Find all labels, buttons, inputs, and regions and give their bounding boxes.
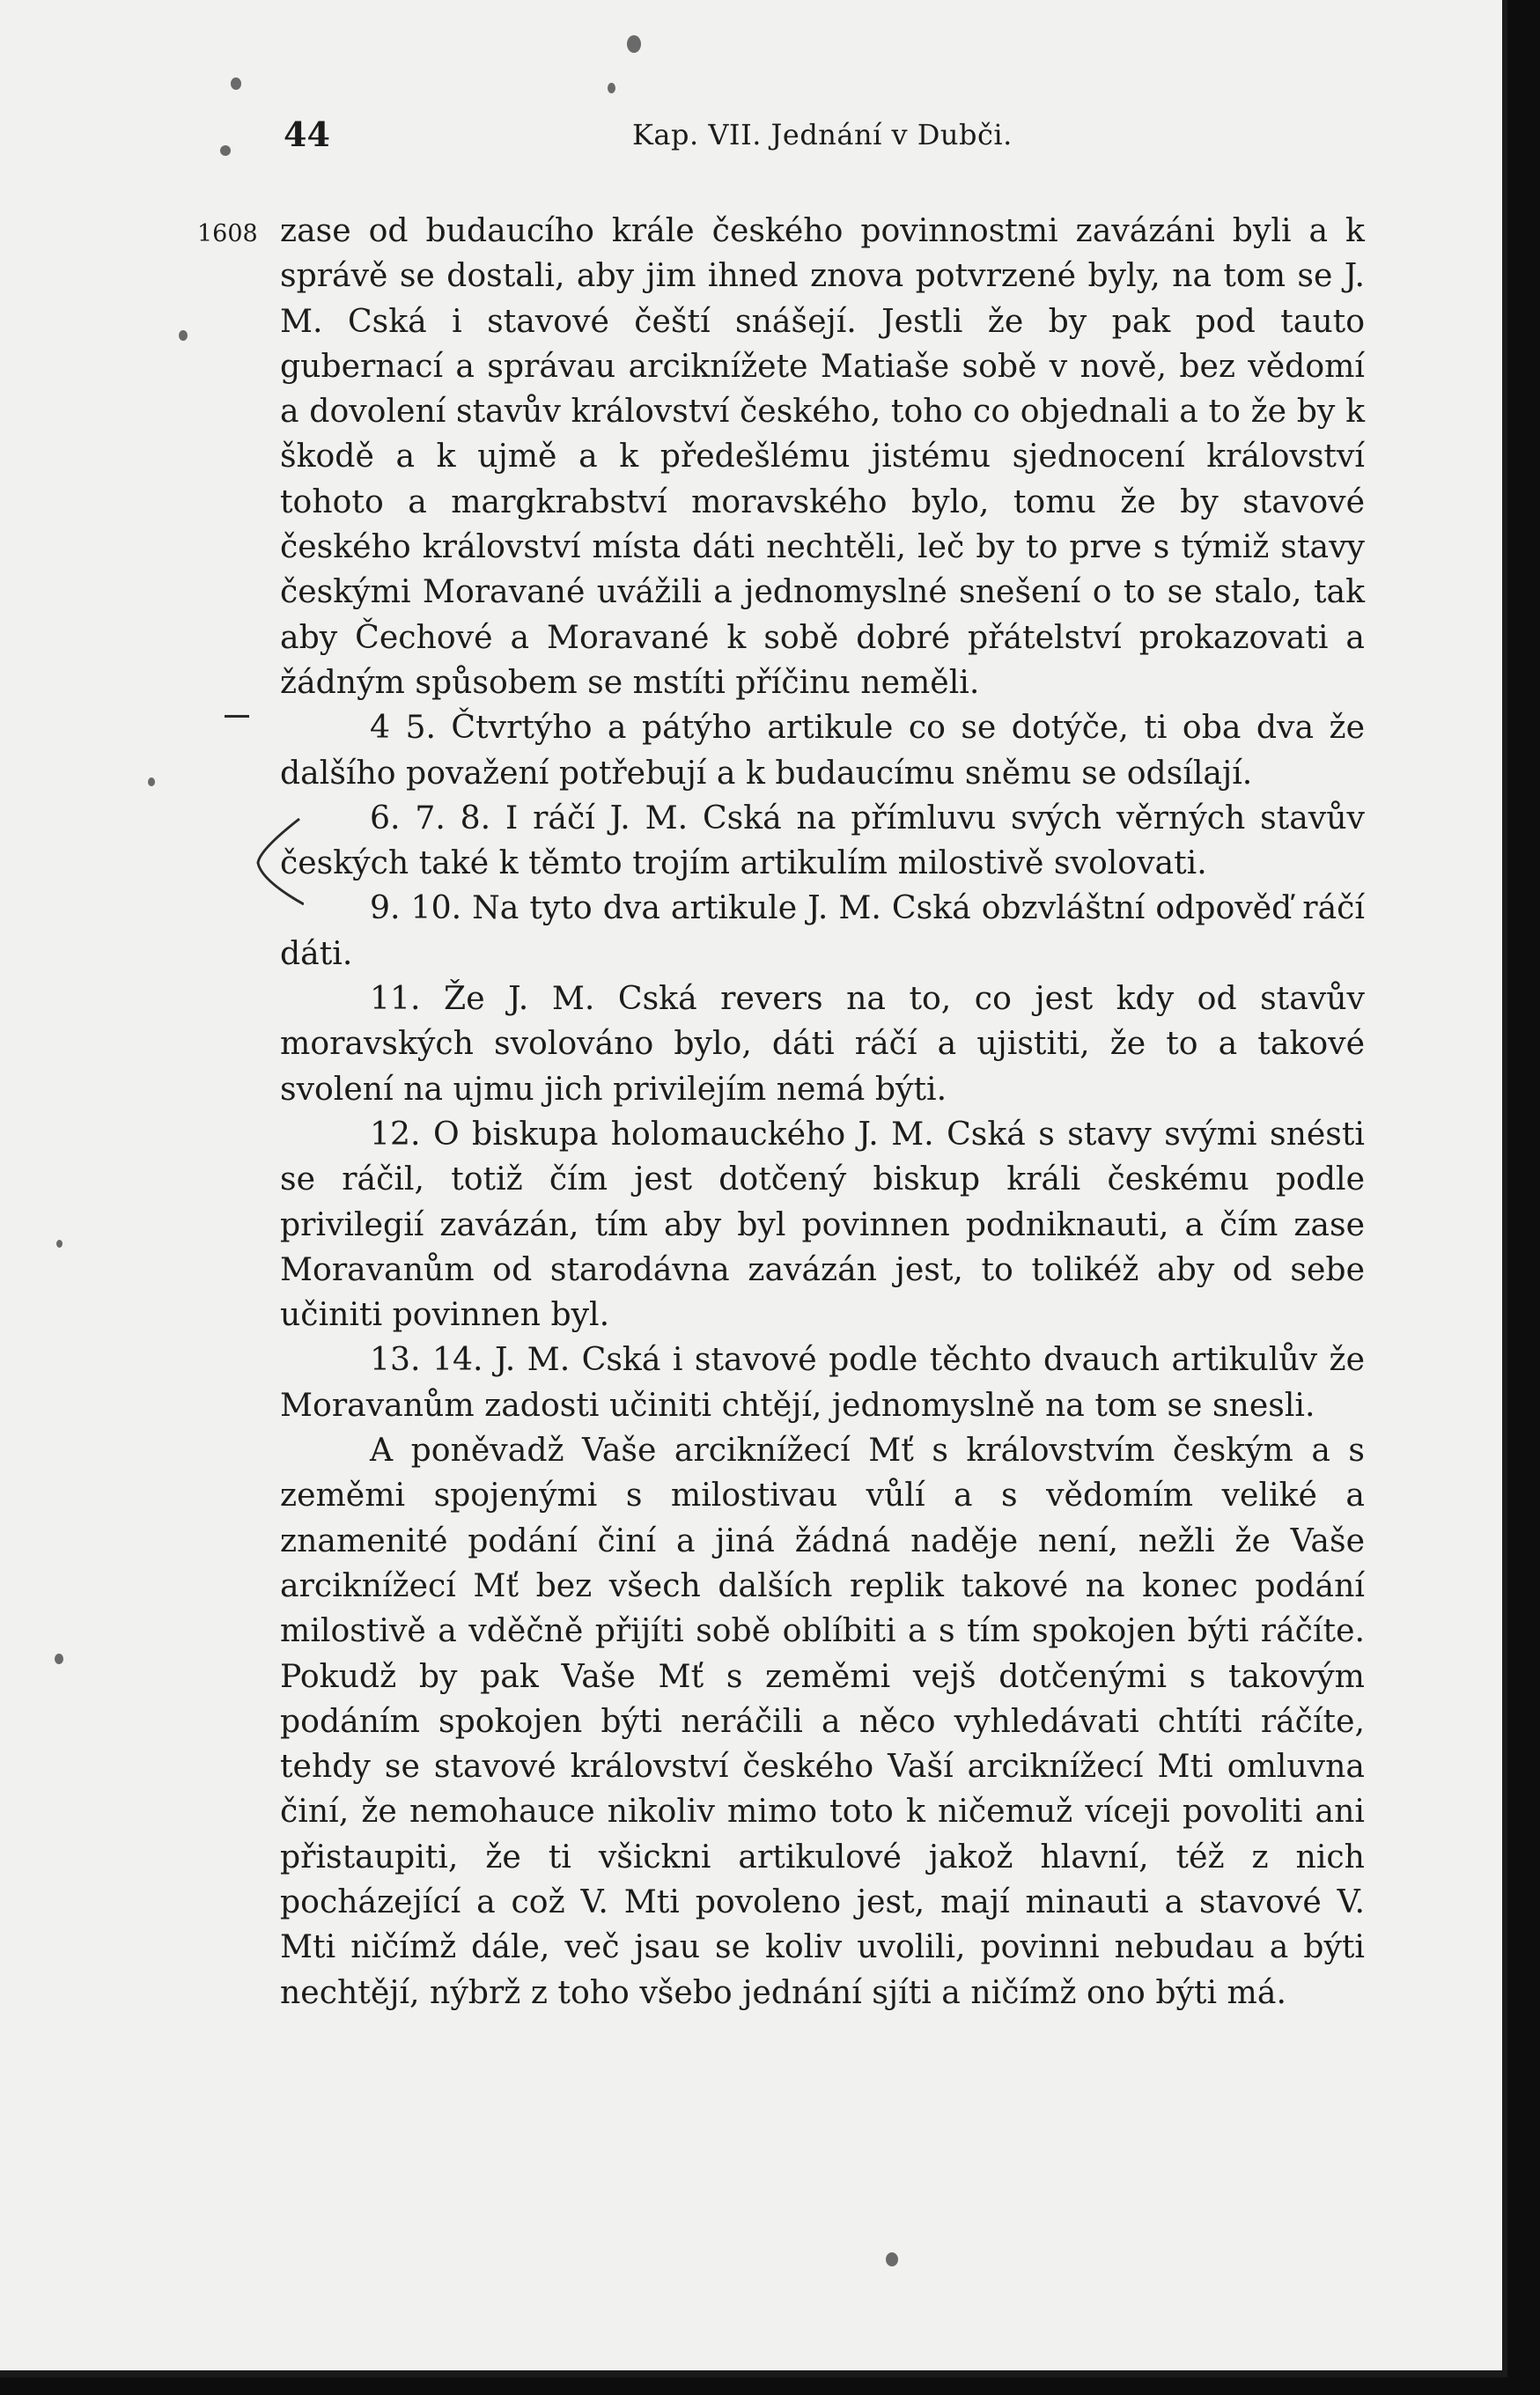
page-number: 44 — [284, 114, 330, 154]
page-header — [0, 114, 1507, 167]
paragraph-conclusion: A poněvadž Vaše arciknížecí Mť s královstvím českým a s zeměmi spojenými s milostivau vůlí a s vědomím veliké a znamenité podání činí a jiná žádná naděje není, nežli že Vaše arciknížecí Mť bez všech dalších replik takové na konec podání milostivě a vděčně přijíti sobě oblíbiti a s tím spokojen býti ráčíte. Pokudž by pak Vaše Mť s zeměmi vejš dotčenými s takovým podáním spokojen býti neráčili a něco vyhledávati chtíti ráčíte, tehdy se stavové království českého Vaší arciknížecí Mti omluvna činí, že nemohauce nikoliv mimo toto k ničemuž víceji povoliti ani přistaupiti, že ti všickni artikulové jakož hlavní, též z nich pocházející a což V. Mti povoleno jest, mají minauti a stavové V. Mti ničímž dále, več jsau se koliv uvolili, povinni nebudau a býti nechtějí, nýbrž z toho všebo jednání sjíti a ničímž ono býti má. — [280, 1431, 1365, 2011]
ink-speck — [886, 2252, 898, 2266]
paragraph-articles-4-5: 4 5. Čtvrtýho a pátýho artikule co se dotýče, ti oba dva že dalšího považení potřebují a k budaucímu sněmu se odsílají. — [280, 708, 1365, 792]
running-head: Kap. VII. Jednání v Dubči. — [632, 118, 1013, 151]
paragraph-articles-13-14: 13. 14. J. M. Cská i stavové podle těchto dvauch artikulův že Moravanům zadosti učiniti chtějí, jednomyslně na tom se snesli. — [280, 1340, 1365, 1424]
ink-speck — [55, 1654, 63, 1664]
margin-dash-mark — [225, 715, 249, 718]
body-text — [280, 208, 1365, 2015]
paragraph-continued: zase od budaucího krále českého povinnostmi zavázáni byli a k správě se dostali, aby jim ihned znova potvrzené byly, na tom se J. M. Cská i stavové čeští snášejí. Jestli že by pak pod tauto gubernací a správau arciknížete Matiaše sobě v nově, bez vědomí a dovolení stavův království českého, toho co objednali a to že by k škodě a k ujmě a k předešlému jistému sjednocení království tohoto a margkrabství moravského bylo, tomu že by stavové českého království místa dáti nechtěli, leč by to prve s týmiž stavy českými Moravané uvážili a jednomyslné snešení o to se stalo, tak aby Čechové a Moravané k sobě dobré přátelství prokazovati a žádným spůsobem se mstíti příčinu neměli. — [280, 211, 1365, 701]
margin-year-note: 1608 — [197, 220, 258, 247]
paragraph-articles-9-10: 9. 10. Na tyto dva artikule J. M. Cská obzvláštní odpověď ráčí dáti. — [280, 888, 1365, 972]
ink-speck — [608, 83, 615, 93]
ink-speck — [148, 777, 155, 786]
paragraph-articles-6-8: 6. 7. 8. I ráčí J. M. Cská na přímluvu svých věrných stavův českých také k těmto trojím artikulím milostivě svolovati. — [280, 798, 1365, 882]
ink-speck — [627, 35, 641, 53]
ink-speck — [179, 330, 188, 341]
paragraph-article-12: 12. O biskupa holomauckého J. M. Cská s stavy svými snésti se ráčil, totiž čím jest dotčený biskup králi českému podle privilegií zavázán, tím aby byl povinnen podniknauti, a čím zase Moravanům od starodávna zavázán jest, to tolikéž aby od sebe učiniti povinnen byl. — [280, 1114, 1365, 1334]
ink-speck — [231, 77, 241, 90]
ink-speck — [56, 1240, 63, 1248]
paragraph-article-11: 11. Že J. M. Cská revers na to, co jest kdy od stavův moravských svolováno bylo, dáti ráčí a ujistiti, že to a takové svolení na ujmu jich privilejím nemá býti. — [280, 979, 1365, 1108]
